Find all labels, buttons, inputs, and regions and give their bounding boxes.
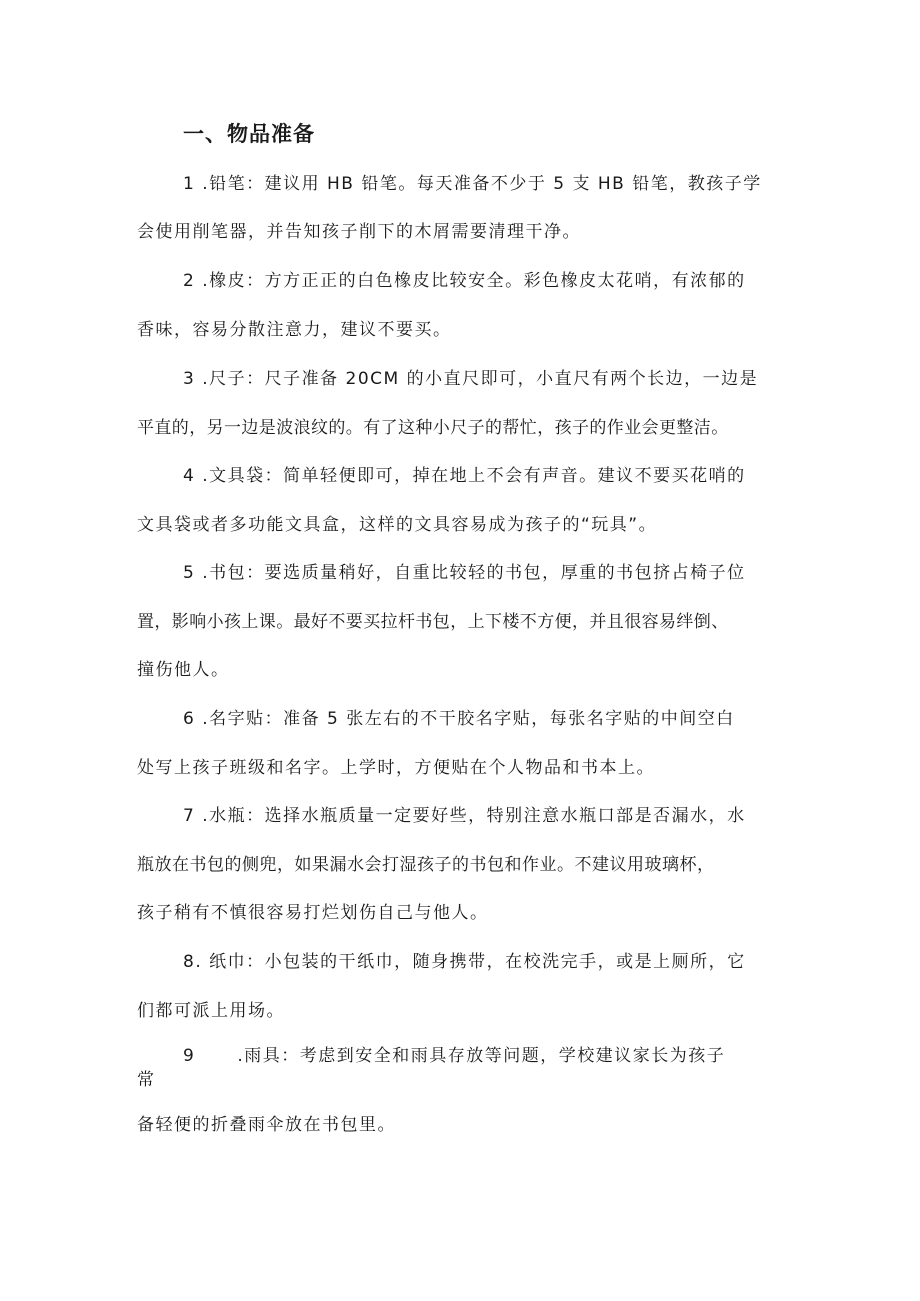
item-9-number: 9: [183, 1046, 196, 1066]
item-9-line-1: [183, 1043, 725, 1069]
item-7-line-3: 孩子稍有不慎很容易打烂划伤自己与他人。: [137, 903, 489, 923]
item-5-line-2: 置，影响小孩上课。最好不要买拉杆书包，上下楼不方便，并且很容易绊倒、: [137, 612, 729, 632]
item-9-text: .雨具：考虑到安全和雨具存放等问题，学校建议家长为孩子: [237, 1046, 726, 1066]
item-7-line-1: 7 .水瓶：选择水瓶质量一定要好些，特别注意水瓶口部是否漏水，水: [183, 806, 746, 826]
item-6-line-2: 处写上孩子班级和名字。上学时，方便贴在个人物品和书本上。: [137, 758, 655, 778]
item-2-line-2: 香味，容易分散注意力，建议不要买。: [137, 320, 452, 340]
item-6-line-1: 6 .名字贴：准备 5 张左右的不干胶名字贴，每张名字贴的中间空白: [183, 709, 735, 729]
item-1-line-2: 会使用削笔器，并告知孩子削下的木屑需要清理干净。: [137, 222, 581, 242]
section-heading: 一、物品准备: [183, 122, 315, 146]
item-9-line-2: 备轻便的折叠雨伞放在书包里。: [137, 1115, 396, 1135]
item-3-line-1: 3 .尺子：尺子准备 20CM 的小直尺即可，小直尺有两个长边，一边是: [183, 369, 759, 389]
item-7-line-2: 瓶放在书包的侧兜，如果漏水会打湿孩子的书包和作业。不建议用玻璃杯，: [137, 855, 715, 875]
item-1-line-1: 1 .铅笔：建议用 HB 铅笔。每天准备不少于 5 支 HB 铅笔，教孩子学: [183, 174, 762, 194]
item-5-line-3: 撞伤他人。: [137, 660, 230, 680]
item-8-line-2: 们都可派上用场。: [137, 1001, 285, 1021]
item-2-line-1: 2 .橡皮：方方正正的白色橡皮比较安全。彩色橡皮太花哨，有浓郁的: [183, 271, 746, 291]
item-8-line-1: 8. 纸巾：小包装的干纸巾，随身携带，在校洗完手，或是上厕所，它: [183, 952, 746, 972]
item-4-line-1: 4 .文具袋：简单轻便即可，掉在地上不会有声音。建议不要买花哨的: [183, 466, 746, 486]
item-9-wrap: 常: [137, 1070, 156, 1090]
item-5-line-1: 5 .书包：要选质量稍好，自重比较轻的书包，厚重的书包挤占椅子位: [183, 563, 746, 583]
item-4-line-2: 文具袋或者多功能文具盒，这样的文具容易成为孩子的“玩具”。: [137, 515, 658, 535]
item-3-line-2: 平直的，另一边是波浪纹的。有了这种小尺子的帮忙，孩子的作业会更整洁。: [137, 418, 729, 438]
